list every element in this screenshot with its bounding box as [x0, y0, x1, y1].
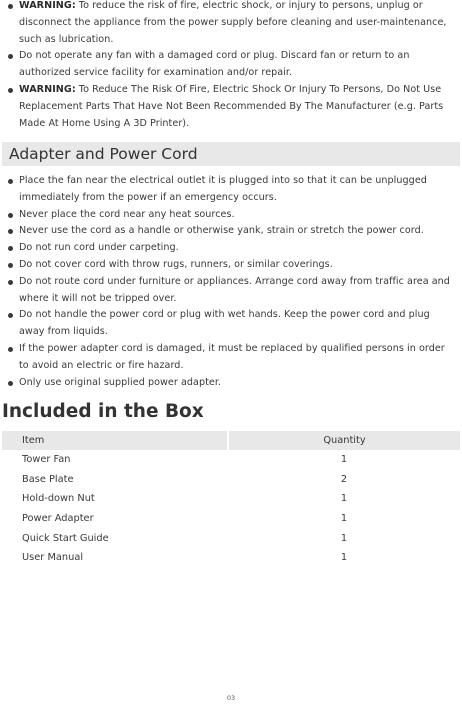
list-item-text: Place the fan near the electrical outlet it is plugged into so that it can be unplugged immediately from the power if an emergency occurs. [19, 175, 427, 203]
column-header-quantity: Quantity [228, 431, 460, 450]
column-header-item: Item [2, 431, 228, 450]
list-item [0, 240, 462, 257]
table-row [2, 528, 460, 548]
list-item [0, 173, 462, 207]
item-quantity: 1 [340, 513, 348, 525]
item-quantity: 1 [340, 552, 348, 564]
table-row [2, 489, 460, 509]
page-number: 03 [226, 694, 236, 702]
bullet-dot [8, 213, 13, 218]
list-item-text: Do not handle the power cord or plug with wet hands. Keep the power cord and plug away from liquids. [19, 309, 430, 338]
list-item [0, 341, 462, 375]
item-name: Quick Start Guide [22, 532, 109, 544]
warning-list [0, 0, 462, 132]
list-item-text: Do not route cord under furniture or appliances. Arrange cord away from traffic area and where it will not be tripped over. [19, 275, 450, 304]
bullet-dot [8, 4, 13, 9]
bullet-dot [8, 54, 13, 59]
list-item [0, 274, 462, 308]
item-quantity: 1 [340, 493, 348, 505]
table-header-row [2, 431, 460, 450]
list-item-text: Never use the cord as a handle or otherwise yank, strain or stretch the power cord. [19, 225, 424, 237]
table-row [2, 470, 460, 490]
item-name: Tower Fan [22, 454, 71, 466]
warning-item [0, 82, 462, 132]
item-name: Base Plate [22, 473, 74, 485]
section-title-adapter: Adapter and Power Cord [9, 145, 198, 163]
item-name: Power Adapter [22, 513, 94, 525]
bullet-dot [8, 179, 13, 184]
warning-text: To reduce the risk of fire, electric shock, or injury to persons, unplug or disconnect the appliance from the power supply before cleaning and user-maintenance, such as lubrication. [19, 0, 447, 45]
list-item [0, 207, 462, 224]
list-item [0, 307, 462, 341]
warning-text: To Reduce The Risk Of Fire, Electric Shock Or Injury To Persons, Do Not Use Replacement Parts That Have Not Been Recommended By The Manufacturer (e.g. Parts Made At Home Using A 3D Printer). [19, 83, 444, 129]
list-item-text: Only use original supplied power adapter. [19, 376, 222, 388]
list-item-text: Do not cover cord with throw rugs, runners, or similar coverings. [19, 258, 333, 270]
list-item [0, 257, 462, 274]
bullet-dot [8, 229, 13, 234]
list-item [0, 223, 462, 240]
item-name: User Manual [22, 552, 84, 564]
adapter-safety-list [0, 173, 462, 391]
list-item [0, 375, 462, 392]
section-title-box: Included in the Box [2, 401, 204, 422]
bullet-dot [8, 381, 13, 386]
item-name: Hold-down Nut [22, 493, 95, 505]
bullet-dot [8, 88, 13, 93]
bullet-dot [8, 263, 13, 268]
warning-label: WARNING: [19, 0, 76, 11]
list-item-text: Never place the cord near any heat sources. [19, 208, 235, 220]
list-item-text: If the power adapter cord is damaged, it must be replaced by qualified persons in order to avoid an electric or fire hazard. [19, 342, 445, 371]
section-header-bar [2, 142, 460, 166]
table-row [2, 509, 460, 529]
bullet-dot [8, 246, 13, 251]
warning-text: Do not operate any fan with a damaged cord or plug. Discard fan or return to an authorized service facility for examination and/or repair. [19, 50, 410, 79]
warning-item [0, 48, 462, 82]
box-contents-table [2, 431, 460, 568]
item-quantity: 2 [340, 473, 348, 485]
table-row [2, 450, 460, 470]
bullet-dot [8, 347, 13, 352]
bullet-dot [8, 280, 13, 285]
warning-item [0, 0, 462, 48]
bullet-dot [8, 313, 13, 318]
item-quantity: 1 [340, 454, 348, 466]
list-item-text: Do not run cord under carpeting. [19, 242, 179, 254]
warning-label: WARNING: [19, 83, 76, 95]
table-row [2, 548, 460, 568]
item-quantity: 1 [340, 532, 348, 544]
